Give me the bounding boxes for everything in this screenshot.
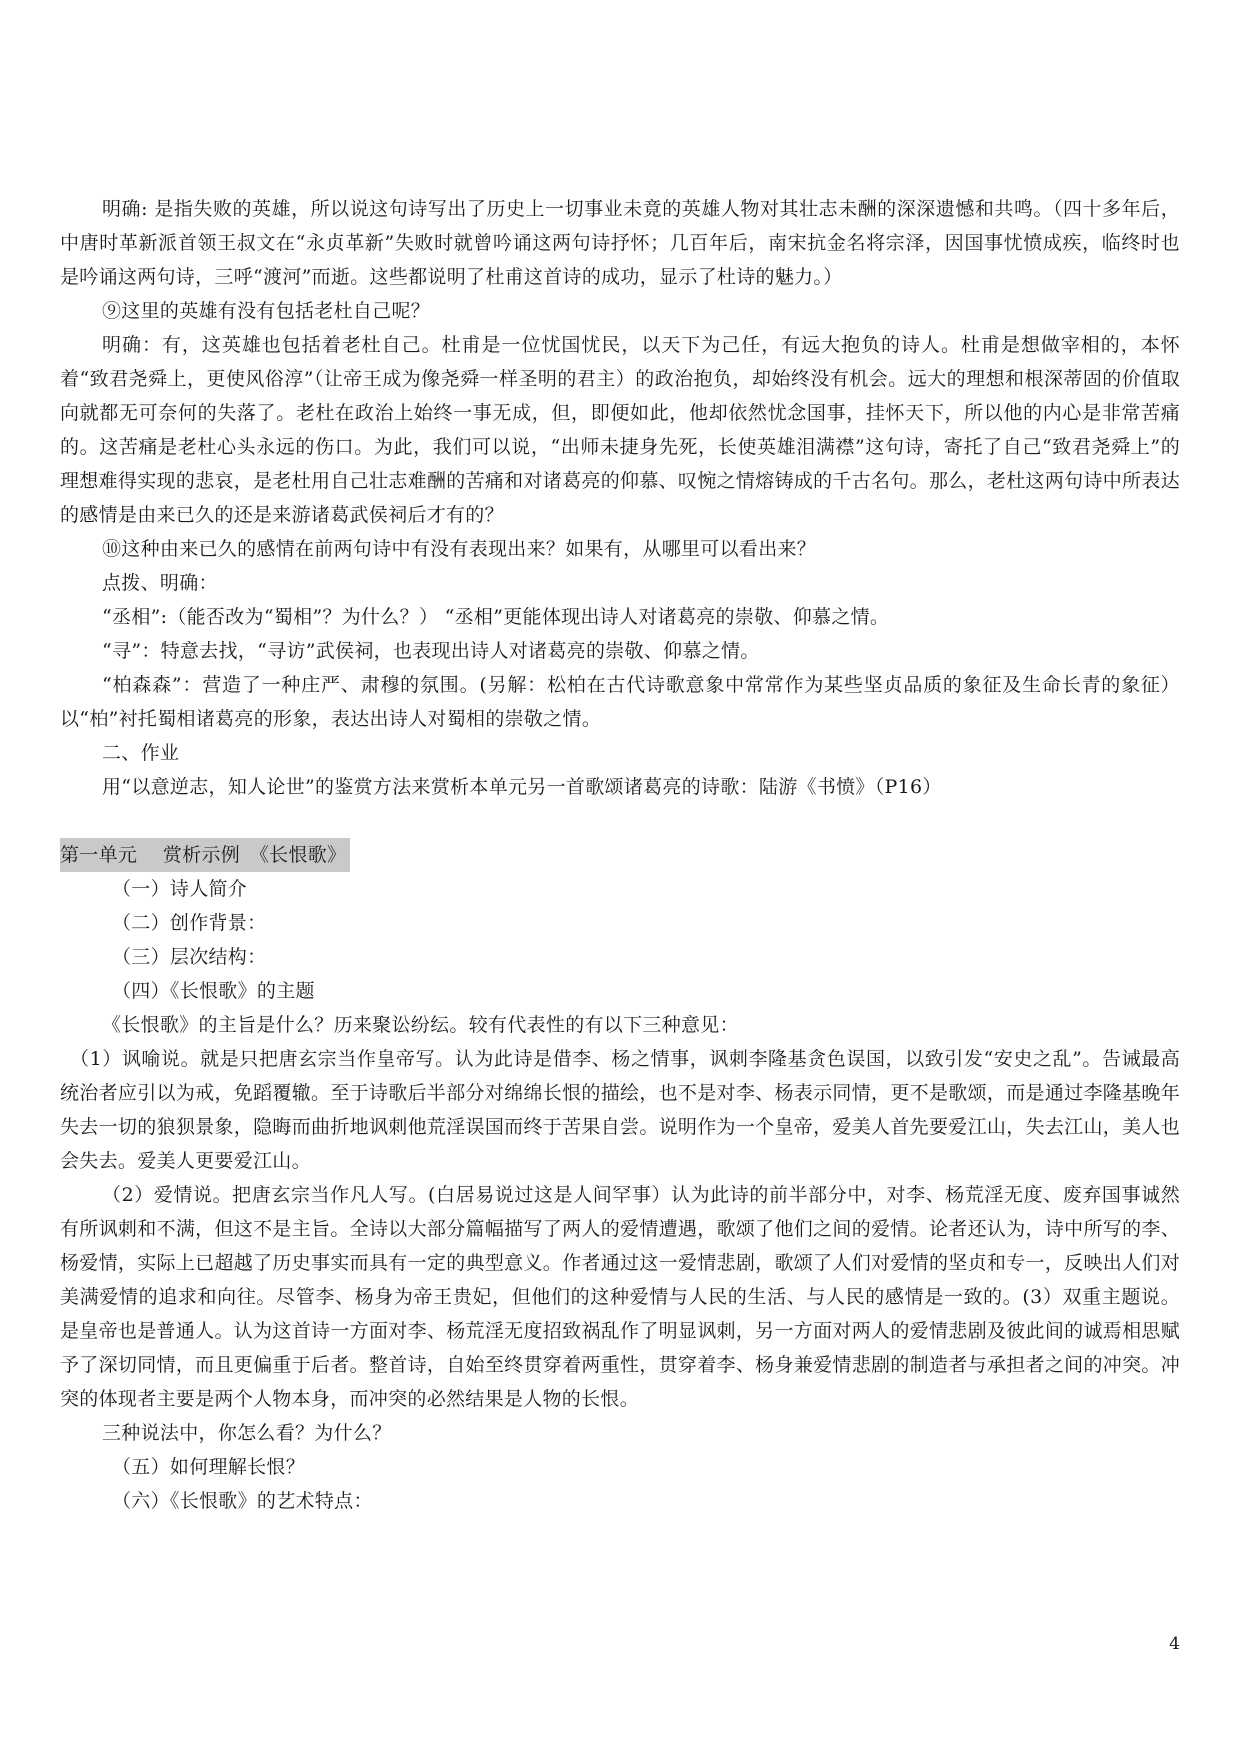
body-text — [60, 192, 1180, 1518]
section-item-background: （二）创作背景： — [112, 912, 267, 934]
section-item-theme: （四）《长恨歌》的主题 — [112, 980, 315, 1002]
paragraph-satire: （1）讽喻说。就是只把唐玄宗当作皇帝写。认为此诗是借李、杨之情事，讽刺李隆基贪色误国，以致引发“安史之乱”。告诫最高统治者应引以为戒，免蹈覆辙。至于诗歌后半部分对绵绵长恨的描绘，也不是对李、杨表示同情，更不是歌颂，而是通过李隆基晚年失去一切的狼狈景象，隐晦而曲折地讽刺他荒淫误国而终于苦果自尝。说明作为一个皇帝，爱美人首先要爱江山，失去江山，美人也会失去。爱美人更要爱江山。 — [60, 1048, 1180, 1172]
section-gap — [60, 804, 1180, 838]
paragraph-xun: “寻”：特意去找，“寻访”武侯祠，也表现出诗人对诸葛亮的崇敬、仰慕之情。 — [102, 640, 760, 662]
paragraph-baisensen: “柏森森”：营造了一种庄严、肃穆的氛围。(另解：松柏在古代诗歌意象中常常作为某些坚贞品质的象征及生命长青的象征）以“柏”衬托蜀相诸葛亮的形象，表达出诗人对蜀相的崇敬之情。 — [60, 674, 1180, 730]
section-item-structure: （三）层次结构： — [112, 946, 267, 968]
paragraph-question-9: ⑨这里的英雄有没有包括老杜自己呢？ — [102, 300, 431, 322]
paragraph-your-view: 三种说法中，你怎么看？为什么？ — [102, 1422, 392, 1444]
section-item-changhen: （五）如何理解长恨？ — [112, 1456, 306, 1478]
paragraph-explanation: 明确: 是指失败的英雄，所以说这句诗写出了历史上一切事业未竟的英雄人物对其壮志未酬的深深遗憾和共鸣。（四十多年后，中唐时革新派首领王叔文在“永贞革新”失败时就曾吟诵这两句诗抒怀；几百年后，南宋抗金名将宗泽，因国事忧愤成疾，临终时也是吟诵这两句诗，三呼“渡河”而逝。这些都说明了杜甫这首诗的成功，显示了杜诗的魅力。） — [60, 198, 1180, 288]
paragraph-homework-title: 二、作业 — [102, 742, 180, 764]
section-heading-row — [60, 838, 1180, 872]
paragraph-chengxiang: “丞相”:（能否改为“蜀相”？为什么？） “丞相”更能体现出诗人对诸葛亮的崇敬、仰慕之情。 — [102, 606, 890, 628]
section-item-art: （六）《长恨歌》的艺术特点： — [112, 1490, 373, 1512]
paragraph-question-10: ⑩这种由来已久的感情在前两句诗中有没有表现出来？如果有，从哪里可以看出来？ — [102, 538, 817, 560]
page-number: 4 — [1169, 1634, 1180, 1654]
section-item-poet: （一）诗人简介 — [112, 878, 248, 900]
paragraph-theme-intro: 《长恨歌》的主旨是什么？历来聚讼纷纭。较有代表性的有以下三种意见： — [102, 1014, 739, 1036]
section-heading: 第一单元 赏析示例 《长恨歌》 — [60, 838, 350, 872]
paragraph-answer-9: 明确：有，这英雄也包括着老杜自己。杜甫是一位忧国忧民，以天下为己任，有远大抱负的诗人。杜甫是想做宰相的，本怀着“致君尧舜上，更使风俗淳”（让帝王成为像尧舜一样圣明的君主）的政治抱负，却始终没有机会。远大的理想和根深蒂固的价值取向就都无可奈何的失落了。老杜在政治上始终一事无成，但，即便如此，他却依然忧念国事，挂怀天下，所以他的内心是非常苦痛的。这苦痛是老杜心头永远的伤口。为此，我们可以说，“出师未捷身先死，长使英雄泪满襟”这句诗，寄托了自己“致君尧舜上”的理想难得实现的悲哀，是老杜用自己壮志难酬的苦痛和对诸葛亮的仰慕、叹惋之情熔铸成的千古名句。那么，老杜这两句诗中所表达的感情是由来已久的还是来游诸葛武侯祠后才有的？ — [60, 334, 1180, 526]
paragraph-homework: 用“以意逆志，知人论世”的鉴赏方法来赏析本单元另一首歌颂诸葛亮的诗歌：陆游《书愤》（P16） — [102, 776, 942, 798]
paragraph-love: （2）爱情说。把唐玄宗当作凡人写。(白居易说过这是人间罕事）认为此诗的前半部分中，对李、杨荒淫无度、废弃国事诚然有所讽刺和不满，但这不是主旨。全诗以大部分篇幅描写了两人的爱情遭遇，歌颂了他们之间的爱情。论者还认为，诗中所写的李、杨爱情，实际上已超越了历史事实而具有一定的典型意义。作者通过这一爱情悲剧，歌颂了人们对爱情的坚贞和专一，反映出人们对美满爱情的追求和向往。尽管李、杨身为帝王贵妃，但他们的这种爱情与人民的生活、与人民的感情是一致的。(3）双重主题说。是皇帝也是普通人。认为这首诗一方面对李、杨荒淫无度招致祸乱作了明显讽刺，另一方面对两人的爱情悲剧及彼此间的诚焉相思赋予了深切同情，而且更偏重于后者。整首诗，自始至终贯穿着两重性，贯穿着李、杨身兼爱情悲剧的制造者与承担者之间的冲突。冲突的体现者主要是两个人物本身，而冲突的必然结果是人物的长恨。 — [60, 1184, 1180, 1410]
document-page — [60, 0, 1180, 1754]
paragraph-hint: 点拨、明确： — [102, 572, 218, 594]
